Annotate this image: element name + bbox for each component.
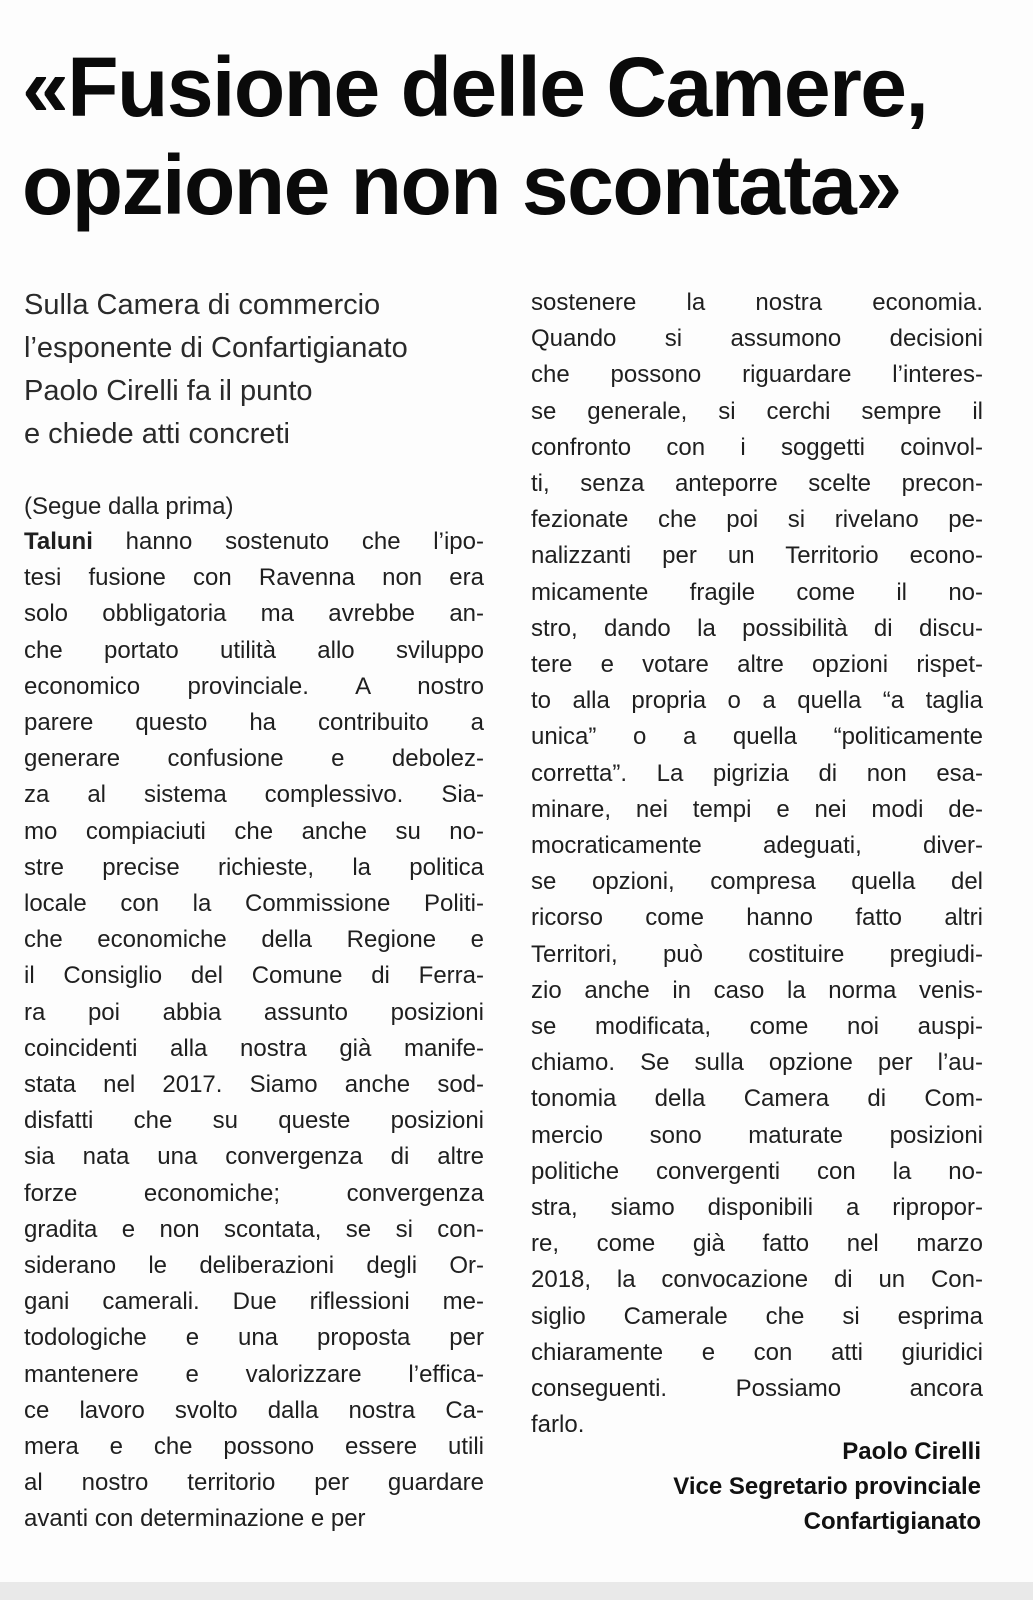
body-text-line: Quando si assumono decisioni [531,325,983,353]
body-text-line: gani camerali. Due riflessioni me- [24,1288,484,1316]
article-summary [24,284,484,456]
body-text-line: micamente fragile come il no- [531,578,983,606]
body-text-line: sia nata una convergenza di altre [24,1143,484,1171]
body-text-line: chiamo. Se sulla opzione per l’au- [531,1049,983,1077]
left-column [24,284,484,1538]
body-text-line: zio anche in caso la norma venis- [531,976,983,1004]
body-text-line: che possono riguardare l’interes- [531,361,983,389]
body-text-line: minare, nei tempi e nei modi de- [531,795,983,823]
author-role: Vice Segretario provinciale [673,1473,981,1500]
headline [22,38,1012,234]
body-text-line: to alla propria o a quella “a taglia [531,687,983,715]
body-text-line: ra poi abbia assunto posizioni [24,998,484,1026]
author-name: Paolo Cirelli [842,1438,981,1465]
body-text-line: economico provinciale. A nostro [24,672,484,700]
summary-line: Paolo Cirelli fa il punto [24,375,313,407]
body-text-line: corretta”. La pigrizia di non esa- [531,759,983,787]
right-column [531,285,983,1444]
summary-line: Sulla Camera di commercio [24,289,381,321]
body-text-line: mercio sono maturate posizioni [531,1121,983,1149]
body-text-line: ti, senza anteporre scelte precon- [531,470,983,498]
body-text-line: se opzioni, compresa quella del [531,868,983,896]
body-text-line: confronto con i soggetti coinvol- [531,433,983,461]
body-text-line: za al sistema complessivo. Sia- [24,781,484,809]
body-text-line: mocraticamente adeguati, diver- [531,832,983,860]
body-text-line: re, come già fatto nel marzo [531,1230,983,1258]
body-text-line: stre precise richieste, la politica [24,853,484,881]
headline-line-1: «Fusione delle Camere, [22,40,928,134]
body-text-line: chiaramente e con atti giuridici [531,1338,983,1366]
body-text-line: forze economiche; convergenza [24,1179,484,1207]
body-text-line: sostenere la nostra economia. [531,289,983,316]
body-text-line: siglio Camerale che si esprima [531,1302,983,1330]
body-text-line: che portato utilità allo sviluppo [24,636,484,664]
body-text-line: mera e che possono essere utili [24,1433,484,1461]
body-text-line: avanti con determinazione e per [24,1505,366,1533]
body-text-line: tere e votare altre opzioni rispet- [531,651,983,679]
body-text-line: mantenere e valorizzare l’effica- [24,1360,484,1388]
body-text-line: che economiche della Regione e [24,926,484,954]
body-text-line: politiche convergenti con la no- [531,1157,983,1185]
body-text-line: fezionate che poi si rivelano pe- [531,506,983,534]
body-text-line: unica” o a quella “politicamente [531,723,983,751]
body-text-line: stro, dando la possibilità di discu- [531,614,983,642]
body-text-line: Territori, può costituire pregiudi- [531,940,983,968]
body-text-line: il Consiglio del Comune di Ferra- [24,962,484,990]
body-text-line: tonomia della Camera di Com- [531,1085,983,1113]
author-signature [673,1434,981,1539]
body-text-line: gradita e non scontata, se si con- [24,1215,484,1243]
body-text-line: al nostro territorio per guardare [24,1469,484,1497]
body-text-line: stra, siamo disponibili a ripropor- [531,1194,983,1222]
body-text-line: stata nel 2017. Siamo anche sod- [24,1071,484,1099]
body-text-line: farlo. [531,1411,585,1439]
body-text-line [24,524,484,560]
body-text-line: se modificata, come noi auspi- [531,1013,983,1041]
body-text-line: generare confusione e debolez- [24,745,484,773]
body-text-line: nalizzanti per un Territorio econo- [531,542,983,570]
right-body-text [531,285,983,1444]
body-text-line: disfatti che su queste posizioni [24,1107,484,1135]
body-text-line: locale con la Commissione Politi- [24,890,484,918]
body-text-line: 2018, la convocazione di un Con- [531,1266,983,1294]
body-text-line: se generale, si cerchi sempre il [531,397,983,425]
body-text-line: siderano le deliberazioni degli Or- [24,1252,484,1280]
body-text-fragment: hanno sostenuto che l’ipo- [92,528,484,555]
continued-from-front-note: (Segue dalla prima) [24,493,234,520]
summary-line: l’esponente di Confartigianato [24,332,408,364]
body-text-line: todologiche e una proposta per [24,1324,484,1352]
left-body-text [24,524,484,1538]
body-text-line: mo compiaciuti che anche su no- [24,817,484,845]
page-bottom-divider [0,1582,1033,1600]
body-text-line: ricorso come hanno fatto altri [531,904,983,932]
headline-line-2: opzione non scontata» [22,138,901,232]
body-text-line: tesi fusione con Ravenna non era [24,564,484,592]
summary-line: e chiede atti concreti [24,418,290,450]
body-text-line: ce lavoro svolto dalla nostra Ca- [24,1396,484,1424]
body-text-line: parere questo ha contribuito a [24,709,484,737]
author-organization: Confartigianato [803,1508,981,1535]
lead-word: Taluni [24,528,93,555]
body-text-line: solo obbligatoria ma avrebbe an- [24,600,484,628]
body-text-line: conseguenti. Possiamo ancora [531,1375,983,1403]
body-text-line: coincidenti alla nostra già manife- [24,1034,484,1062]
